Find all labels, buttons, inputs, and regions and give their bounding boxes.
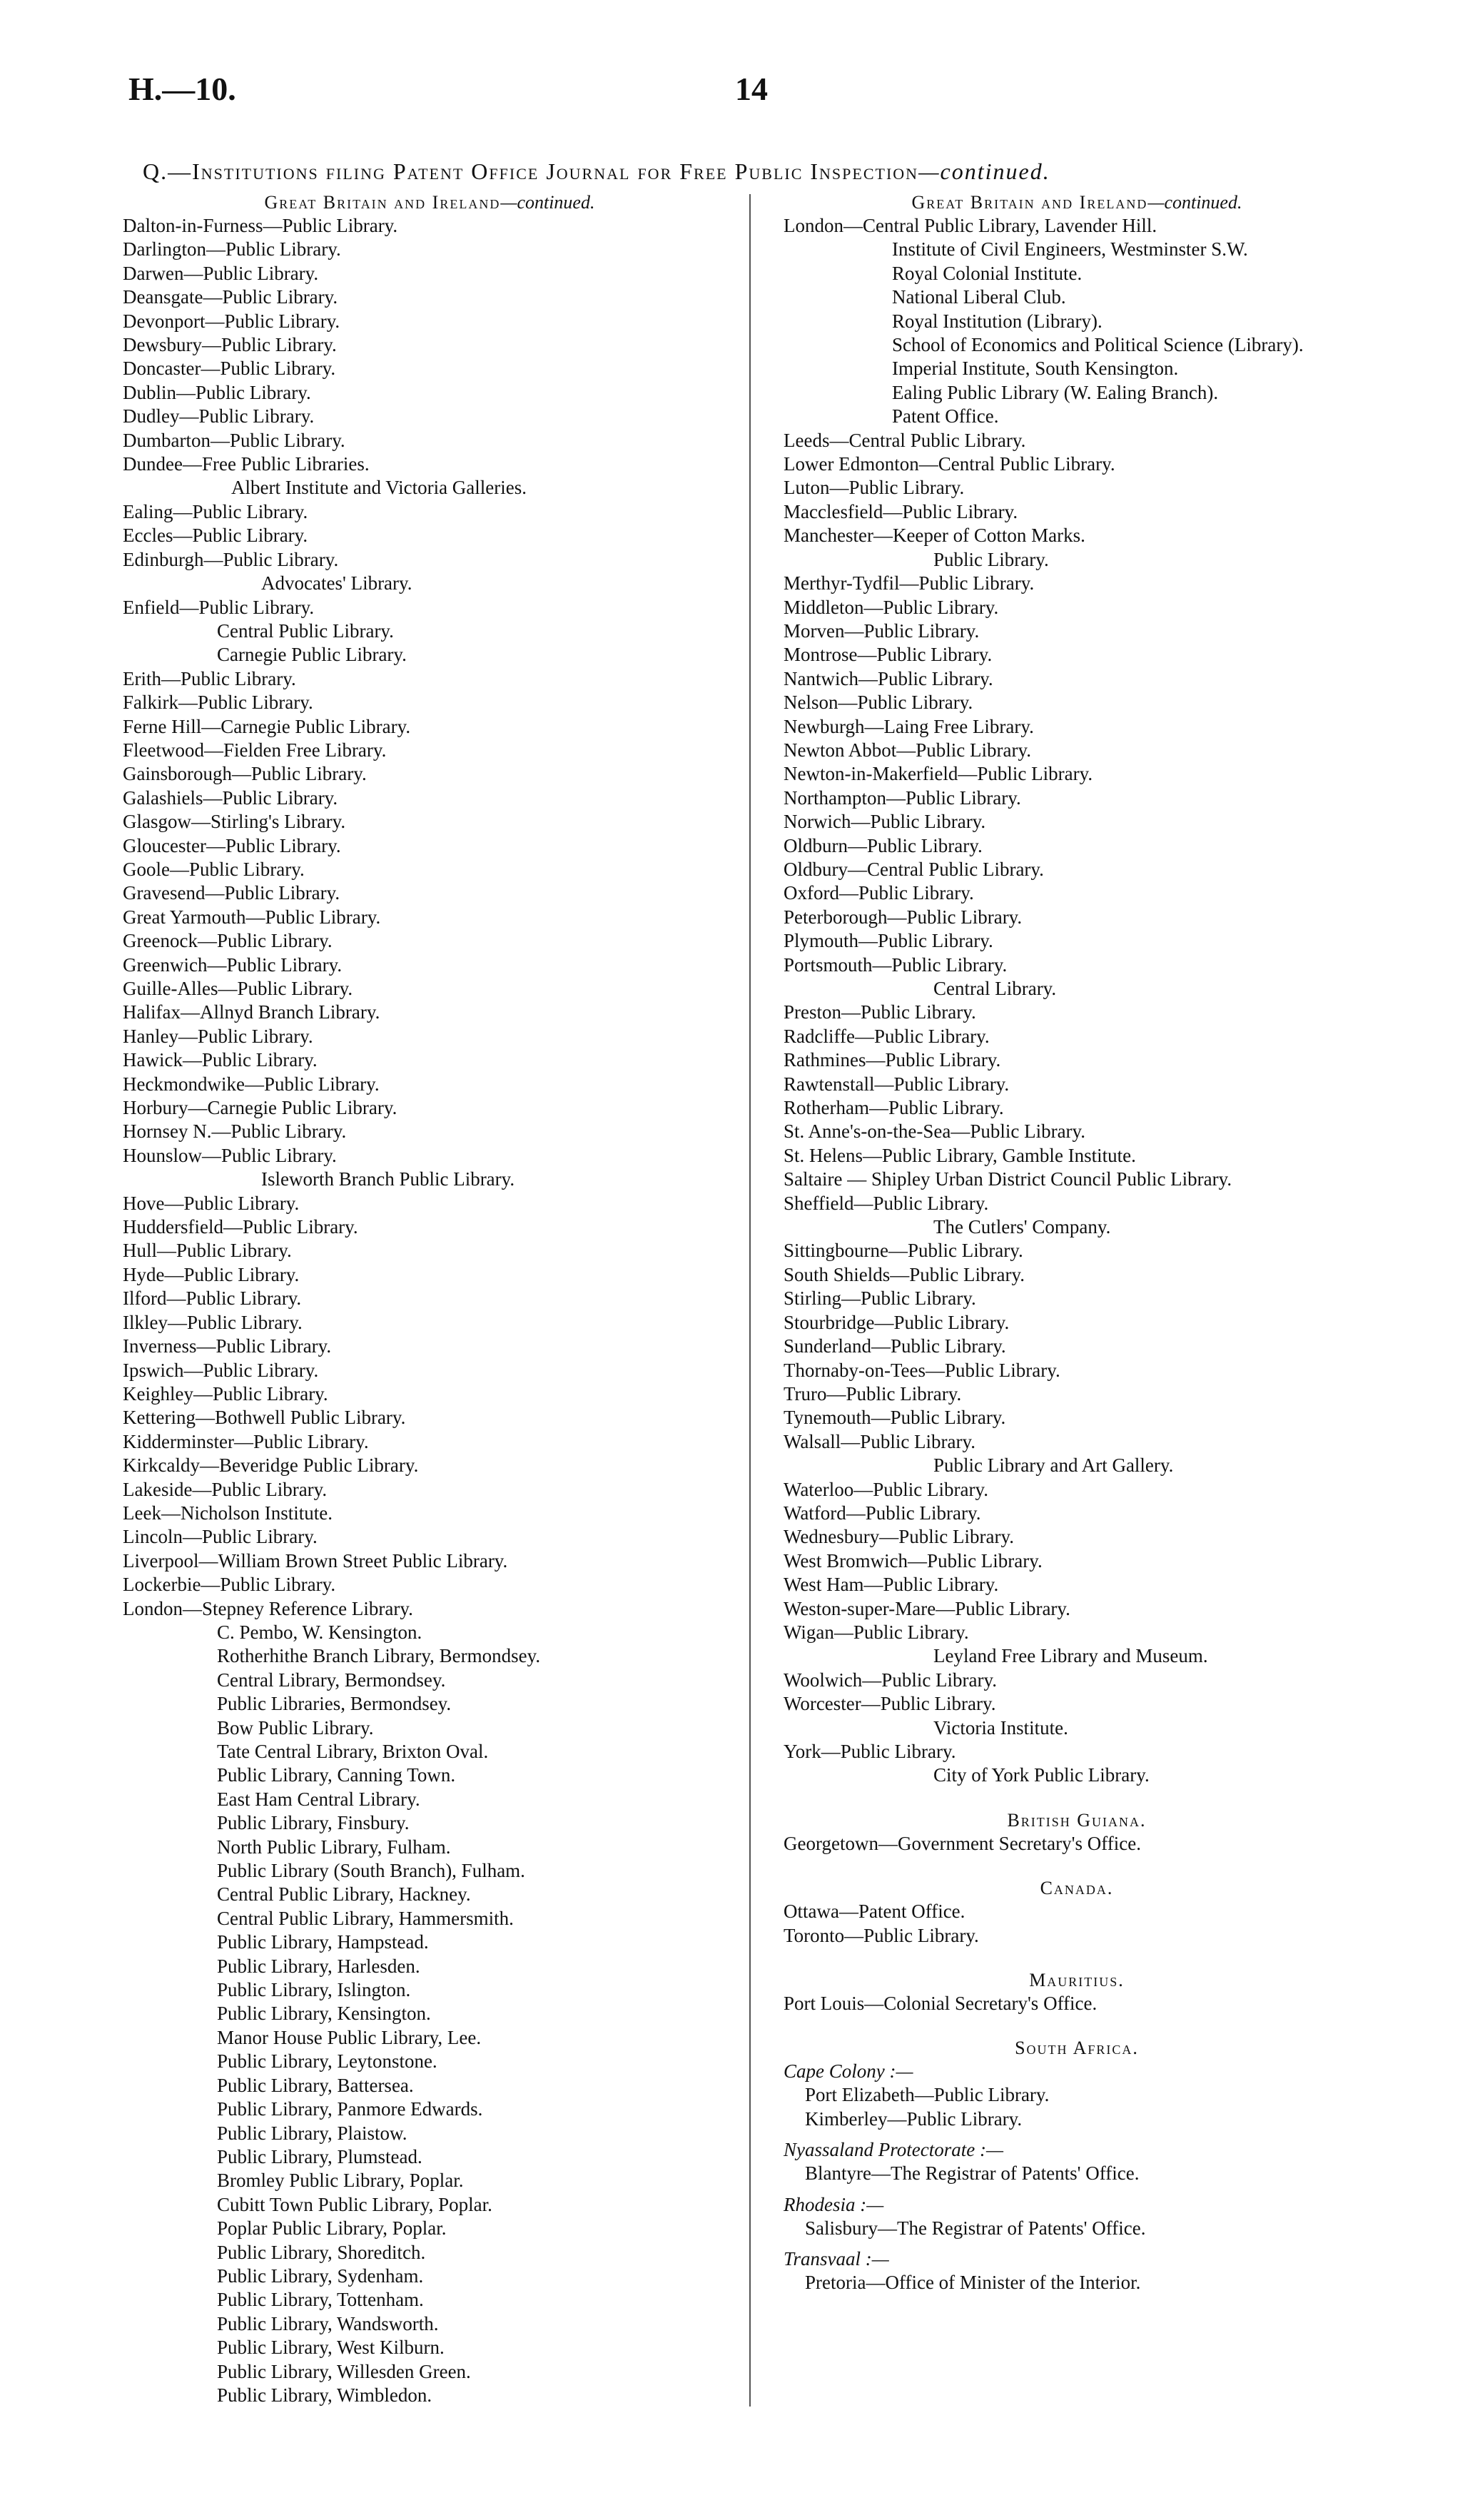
list-item: London—Stepney Reference Library. (123, 1597, 413, 1619)
list-item: Gloucester—Public Library. (123, 834, 341, 856)
list-item: Heckmondwike—Public Library. (123, 1073, 380, 1095)
list-item: Kidderminster—Public Library. (123, 1430, 369, 1452)
list-item: Pretoria—Office of Minister of the Interior. (805, 2272, 1141, 2294)
list-item: London—Central Public Library, Lavender Hill. (784, 215, 1157, 236)
list-item: Huddersfield—Public Library. (123, 1216, 358, 1238)
list-item: Norwich—Public Library. (784, 811, 986, 833)
list-item: Oldbury—Central Public Library. (784, 858, 1044, 880)
list-item: City of York Public Library. (933, 1764, 1150, 1786)
list-item: Kimberley—Public Library. (805, 2107, 1023, 2130)
list-item: Worcester—Public Library. (784, 1693, 996, 1715)
list-item: Kettering—Bothwell Public Library. (123, 1407, 406, 1429)
list-item: Lockerbie—Public Library. (123, 1574, 336, 1596)
list-item: Liverpool—William Brown Street Public Library. (123, 1549, 508, 1572)
list-item: Central Library. (933, 978, 1057, 999)
list-item: Enfield—Public Library. (123, 596, 315, 618)
list-item: Inverness—Public Library. (123, 1335, 332, 1357)
list-item: Horbury—Carnegie Public Library. (123, 1097, 397, 1119)
title-main: Institutions filing Patent Office Journal for Free Public Inspection (192, 158, 919, 184)
list-item: Ilford—Public Library. (123, 1287, 302, 1310)
list-item: Public Library, Wandsworth. (217, 2312, 439, 2334)
list-item: Public Library, Willesden Green. (217, 2360, 471, 2382)
list-item: Portsmouth—Public Library. (784, 953, 1008, 976)
canada-heading: Canada. (1040, 1878, 1114, 1899)
list-item: Georgetown—Government Secretary's Office. (784, 1832, 1141, 1854)
title-prefix: Q.— (143, 158, 193, 184)
list-item: Erith—Public Library. (123, 667, 296, 689)
list-item: The Cutlers' Company. (933, 1216, 1111, 1238)
list-item: Royal Institution (Library). (892, 310, 1103, 332)
list-item: Advocates' Library. (261, 572, 412, 594)
list-item: York—Public Library. (784, 1741, 956, 1762)
list-item: North Public Library, Fulham. (217, 1836, 451, 1858)
list-item: Dewsbury—Public Library. (123, 334, 337, 356)
list-item: Public Library, Battersea. (217, 2074, 414, 2096)
list-item: Central Library, Bermondsey. (217, 1669, 446, 1691)
list-item: Preston—Public Library. (784, 1001, 976, 1023)
list-item: Lower Edmonton—Central Public Library. (784, 453, 1115, 475)
list-item: Ferne Hill—Carnegie Public Library. (123, 715, 411, 737)
list-item: Public Library and Art Gallery. (933, 1454, 1174, 1477)
list-item: Doncaster—Public Library. (123, 358, 336, 380)
list-item: Isleworth Branch Public Library. (261, 1168, 515, 1190)
list-item: Bromley Public Library, Poplar. (217, 2170, 464, 2192)
list-item: Ealing Public Library (W. Ealing Branch). (892, 381, 1219, 403)
list-item: Galashiels—Public Library. (123, 786, 338, 809)
list-item: Wigan—Public Library. (784, 1621, 969, 1643)
list-item: Morven—Public Library. (784, 619, 980, 642)
south-africa-heading: South Africa. (1015, 2038, 1139, 2059)
list-item: Tate Central Library, Brixton Oval. (217, 1741, 489, 1762)
list-item: Institute of Civil Engineers, Westminster S.W. (892, 238, 1248, 260)
list-item: Newburgh—Laing Free Library. (784, 715, 1034, 737)
list-item: Darwen—Public Library. (123, 262, 319, 284)
list-item: Luton—Public Library. (784, 477, 965, 499)
list-item: Eccles—Public Library. (123, 525, 308, 547)
list-item: School of Economics and Political Science (Library). (892, 334, 1304, 356)
list-item: Cubitt Town Public Library, Poplar. (217, 2193, 492, 2215)
list-item: Manchester—Keeper of Cotton Marks. (784, 525, 1085, 547)
list-item: Macclesfield—Public Library. (784, 500, 1018, 522)
mauritius-heading: Mauritius. (1029, 1970, 1125, 1991)
list-item: Lakeside—Public Library. (123, 1478, 328, 1500)
list-item: Rotherham—Public Library. (784, 1097, 1004, 1119)
left-section-heading: Great Britain and Ireland—continued. (264, 192, 595, 213)
list-item: Hyde—Public Library. (123, 1263, 300, 1285)
region-label: Cape Colony :— (784, 2060, 913, 2083)
list-item: Leeds—Central Public Library. (784, 429, 1026, 451)
list-item: Ilkley—Public Library. (123, 1311, 303, 1333)
list-item: Falkirk—Public Library. (123, 692, 313, 714)
list-item: Gainsborough—Public Library. (123, 763, 367, 785)
list-item: Bow Public Library. (217, 1716, 374, 1739)
list-item: Rathmines—Public Library. (784, 1049, 1001, 1071)
list-item: Central Public Library, Hackney. (217, 1883, 471, 1906)
list-item: Nelson—Public Library. (784, 692, 973, 714)
list-item: St. Anne's-on-the-Sea—Public Library. (784, 1120, 1086, 1143)
list-item: Oldburn—Public Library. (784, 834, 983, 856)
list-item: Public Library, Finsbury. (217, 1812, 410, 1834)
list-item: Tynemouth—Public Library. (784, 1407, 1006, 1429)
list-item: Manor House Public Library, Lee. (217, 2026, 482, 2048)
list-item: Stourbridge—Public Library. (784, 1311, 1010, 1333)
list-item: Gravesend—Public Library. (123, 882, 340, 904)
list-item: Albert Institute and Victoria Galleries. (231, 477, 527, 499)
list-item: Dublin—Public Library. (123, 381, 311, 403)
list-item: Public Library, Canning Town. (217, 1764, 456, 1786)
list-item: Toronto—Public Library. (784, 1924, 979, 1946)
list-item: Ipswich—Public Library. (123, 1359, 319, 1381)
list-item: Poplar Public Library, Poplar. (217, 2217, 447, 2240)
list-item: Plymouth—Public Library. (784, 930, 993, 952)
list-item: Deansgate—Public Library. (123, 286, 338, 308)
list-item: Ealing—Public Library. (123, 500, 308, 522)
list-item: Public Library, Panmore Edwards. (217, 2098, 483, 2120)
list-item: Woolwich—Public Library. (784, 1669, 998, 1691)
list-item: Newton-in-Makerfield—Public Library. (784, 763, 1093, 785)
list-item: Blantyre—The Registrar of Patents' Office. (805, 2162, 1140, 2185)
left-entry-list (123, 214, 736, 2407)
list-item: Merthyr-Tydfil—Public Library. (784, 572, 1035, 594)
list-item: Public Library, Islington. (217, 1979, 411, 2001)
list-item: Port Elizabeth—Public Library. (805, 2084, 1050, 2106)
list-item: Rawtenstall—Public Library. (784, 1073, 1010, 1095)
list-item: Ottawa—Patent Office. (784, 1901, 965, 1923)
list-item: Dundee—Free Public Libraries. (123, 453, 370, 475)
list-item: Sheffield—Public Library. (784, 1192, 989, 1214)
list-item: Saltaire — Shipley Urban District Council Public Library. (784, 1168, 1232, 1190)
list-item: Hounslow—Public Library. (123, 1144, 337, 1166)
list-item: Fleetwood—Fielden Free Library. (123, 739, 387, 761)
list-item: Public Library, Tottenham. (217, 2289, 424, 2311)
list-item: Public Library, Hampstead. (217, 1931, 429, 1953)
british-guiana-heading: British Guiana. (1007, 1809, 1147, 1831)
list-item: West Bromwich—Public Library. (784, 1549, 1043, 1572)
list-item: Hanley—Public Library. (123, 1025, 313, 1047)
left-column (123, 191, 736, 2407)
list-item: Public Library, Wimbledon. (217, 2384, 432, 2406)
list-item: Hove—Public Library. (123, 1192, 300, 1214)
list-item: Hull—Public Library. (123, 1240, 292, 1262)
list-item: Guille-Alles—Public Library. (123, 978, 353, 999)
list-item: Salisbury—The Registrar of Patents' Office. (805, 2217, 1146, 2239)
list-item: Watford—Public Library. (784, 1502, 981, 1524)
title-suffix: —continued. (918, 158, 1050, 184)
list-item: Greenock—Public Library. (123, 930, 333, 952)
list-item: Leek—Nicholson Institute. (123, 1502, 333, 1524)
list-item: National Liberal Club. (892, 286, 1066, 308)
list-item: Patent Office. (892, 405, 999, 427)
list-item: West Ham—Public Library. (784, 1574, 999, 1596)
region-label: Rhodesia :— (784, 2193, 884, 2215)
list-item: Glasgow—Stirling's Library. (123, 811, 346, 833)
list-item: Middleton—Public Library. (784, 596, 999, 618)
list-item: Port Louis—Colonial Secretary's Office. (784, 1993, 1098, 2015)
list-item: Halifax—Allnyd Branch Library. (123, 1001, 380, 1023)
page-title (143, 158, 1370, 185)
list-item: Hawick—Public Library. (123, 1049, 318, 1071)
list-item: Edinburgh—Public Library. (123, 548, 339, 570)
list-item: Devonport—Public Library. (123, 310, 340, 332)
list-item: Public Library, Plaistow. (217, 2122, 407, 2144)
region-label: Transvaal :— (784, 2248, 889, 2270)
document-reference: H.—10. (128, 71, 236, 107)
list-item: Stirling—Public Library. (784, 1287, 976, 1310)
list-item: Public Library, Plumstead. (217, 2145, 422, 2167)
list-item: Public Library, Harlesden. (217, 1955, 420, 1977)
list-item: South Shields—Public Library. (784, 1263, 1025, 1285)
list-item: Dudley—Public Library. (123, 405, 315, 427)
list-item: Waterloo—Public Library. (784, 1478, 988, 1500)
list-item: Peterborough—Public Library. (784, 906, 1023, 928)
list-item: Darlington—Public Library. (123, 238, 341, 260)
list-item: Radcliffe—Public Library. (784, 1025, 990, 1047)
list-item: Sunderland—Public Library. (784, 1335, 1006, 1357)
list-item: Public Library, Kensington. (217, 2003, 431, 2025)
list-item: Sittingbourne—Public Library. (784, 1240, 1023, 1262)
list-item: Truro—Public Library. (784, 1382, 962, 1405)
right-section-heading: Great Britain and Ireland—continued. (911, 192, 1242, 213)
list-item: Hornsey N.—Public Library. (123, 1120, 347, 1143)
list-item: Montrose—Public Library. (784, 644, 993, 666)
column-divider (749, 194, 751, 2407)
list-item: St. Helens—Public Library, Gamble Institute. (784, 1144, 1136, 1166)
page-number: 14 (735, 71, 768, 107)
list-item: Central Public Library. (217, 619, 394, 642)
list-item: C. Pembo, W. Kensington. (217, 1621, 422, 1643)
list-item: Public Library (South Branch), Fulham. (217, 1860, 525, 1882)
list-item: Public Library, West Kilburn. (217, 2337, 445, 2359)
list-item: Newton Abbot—Public Library. (784, 739, 1031, 761)
list-item: Oxford—Public Library. (784, 882, 974, 904)
list-item: Public Libraries, Bermondsey. (217, 1693, 452, 1715)
list-item: Rotherhithe Branch Library, Bermondsey. (217, 1645, 541, 1667)
list-item: Carnegie Public Library. (217, 644, 407, 666)
list-item: Wednesbury—Public Library. (784, 1526, 1014, 1548)
list-item: Weston-super-Mare—Public Library. (784, 1597, 1070, 1619)
list-item: Keighley—Public Library. (123, 1382, 328, 1405)
list-item: Royal Colonial Institute. (892, 262, 1083, 284)
list-item: Public Library, Leytonstone. (217, 2050, 437, 2073)
list-item: Thornaby-on-Tees—Public Library. (784, 1359, 1060, 1381)
list-item: Dalton-in-Furness—Public Library. (123, 215, 398, 236)
list-item: Lincoln—Public Library. (123, 1526, 318, 1548)
region-label: Nyassaland Protectorate :— (784, 2139, 1003, 2161)
list-item: Nantwich—Public Library. (784, 667, 993, 689)
list-item: Leyland Free Library and Museum. (933, 1645, 1208, 1667)
list-item: Kirkcaldy—Beveridge Public Library. (123, 1454, 419, 1477)
right-entry-list (784, 214, 1370, 1788)
list-item: Public Library. (933, 548, 1049, 570)
right-column (784, 191, 1370, 2294)
list-item: Goole—Public Library. (123, 858, 305, 880)
list-item: Northampton—Public Library. (784, 786, 1021, 809)
list-item: East Ham Central Library. (217, 1788, 420, 1810)
list-item: Greenwich—Public Library. (123, 953, 343, 976)
list-item: Walsall—Public Library. (784, 1430, 976, 1452)
list-item: Public Library, Shoreditch. (217, 2241, 426, 2263)
list-item: Victoria Institute. (933, 1716, 1068, 1739)
list-item: Central Public Library, Hammersmith. (217, 1907, 514, 1929)
list-item: Imperial Institute, South Kensington. (892, 358, 1179, 380)
list-item: Great Yarmouth—Public Library. (123, 906, 381, 928)
list-item: Public Library, Sydenham. (217, 2265, 424, 2287)
list-item: Dumbarton—Public Library. (123, 429, 345, 451)
